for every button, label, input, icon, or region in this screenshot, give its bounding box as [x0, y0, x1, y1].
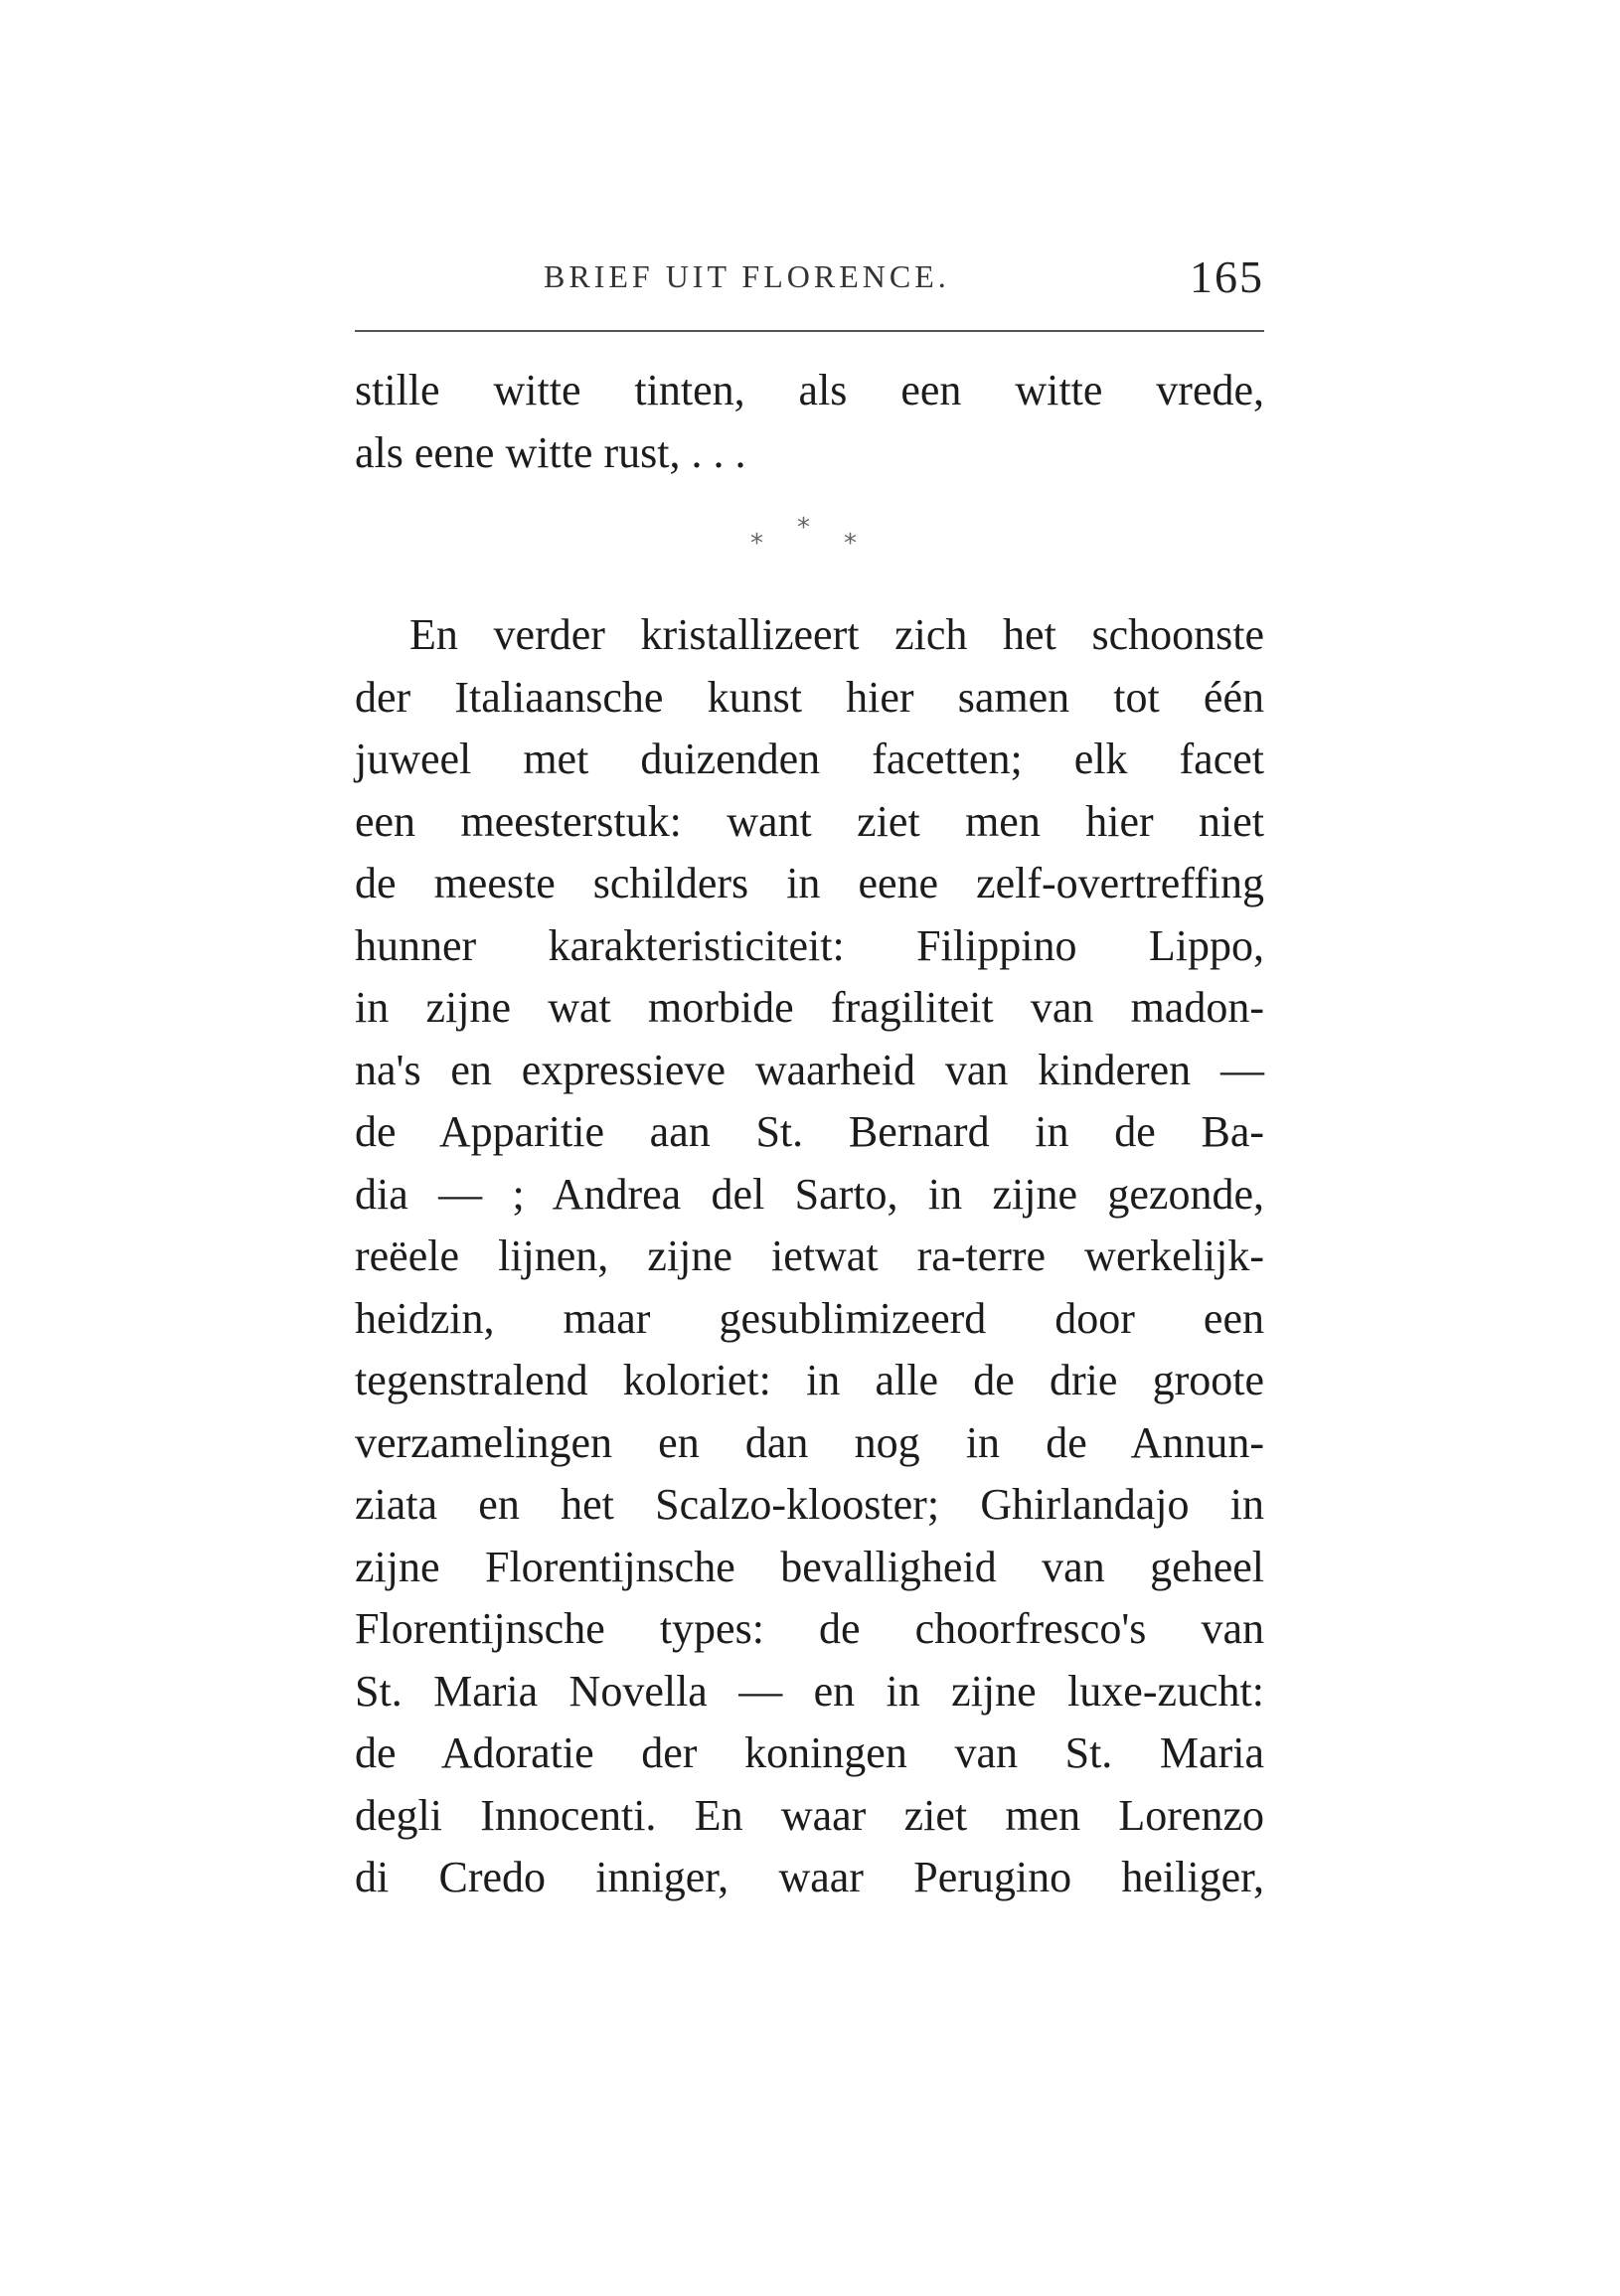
- text-line: juweel met duizenden facetten; elk facet: [355, 735, 1264, 783]
- text-line: verzamelingen en dan nog in de Annun-: [355, 1417, 1264, 1467]
- text-line: degli Innocenti. En waar ziet men Lorenzo: [355, 1790, 1264, 1840]
- text-line: dia — ; Andrea del Sarto, in zijne gezonde,: [355, 1169, 1264, 1219]
- top-paragraph: [355, 360, 1264, 484]
- text-line: de meeste schilders in eene zelf-overtreffing: [355, 859, 1264, 907]
- text-line: St. Maria Novella — en in zijne luxe-zucht:: [355, 1666, 1264, 1716]
- text-line: reëele lijnen, zijne ietwat ra-terre werkelijk-: [355, 1231, 1264, 1280]
- text-line: di Credo inniger, waar Perugino heiliger,: [355, 1853, 1264, 1901]
- text-line: zijne Florentijnsche bevalligheid van geheel: [355, 1542, 1264, 1591]
- running-head: [355, 250, 1264, 310]
- text-line: als eene witte rust, . . .: [355, 427, 746, 477]
- running-title: BRIEF UIT FLORENCE.: [544, 258, 950, 294]
- text-line: stille witte tinten, als een witte vrede,: [355, 366, 1264, 414]
- text-line: En verder kristallizeert zich het schoonste: [409, 610, 1264, 659]
- text-line: tegenstralend koloriet: in alle de drie groote: [355, 1356, 1264, 1404]
- page-number: 165: [1190, 251, 1264, 302]
- asterisk-icon: *: [750, 529, 763, 559]
- text-line: heidzin, maar gesublimizeerd door een: [355, 1293, 1264, 1343]
- asterisk-icon: *: [844, 529, 857, 559]
- text-line: de Apparitie aan St. Bernard in de Ba-: [355, 1107, 1264, 1156]
- text-line: de Adoratie der koningen van St. Maria: [355, 1728, 1264, 1777]
- text-line: der Italiaansche kunst hier samen tot één: [355, 672, 1264, 722]
- asterism-divider: [750, 513, 870, 567]
- text-line: hunner karakteristiciteit: Filippino Lippo,: [355, 920, 1264, 970]
- text-line: Florentijnsche types: de choorfresco's van: [355, 1604, 1264, 1653]
- text-line: in zijne wat morbide fragiliteit van madon-: [355, 983, 1264, 1032]
- text-line: na's en expressieve waarheid van kinderen —: [355, 1045, 1264, 1094]
- text-line: een meesterstuk: want ziet men hier niet: [355, 796, 1264, 846]
- header-rule: [355, 330, 1264, 332]
- main-paragraph: [355, 604, 1264, 1909]
- text-line: ziata en het Scalzo-klooster; Ghirlandajo in: [355, 1480, 1264, 1529]
- asterisk-icon: *: [797, 513, 810, 543]
